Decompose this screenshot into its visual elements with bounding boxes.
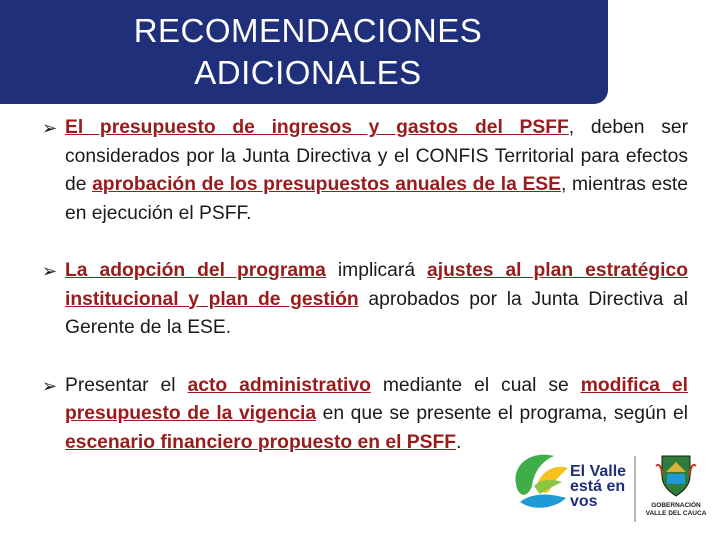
bullet-text-segment: , deben ser considerados por la Junta Directiva y el CONFIS Territorial para efectos de: [65, 117, 688, 195]
emphasized-text: modifica el presupuesto de la vigencia: [65, 374, 688, 424]
arrow-bullet-icon: ➢: [42, 118, 58, 138]
emphasized-text: La adopción del programa: [65, 260, 326, 281]
bullet-text-segment: implicará: [325, 260, 428, 281]
bullet-text: [65, 375, 688, 453]
campaign-line-3: vos: [570, 493, 598, 510]
bullet-text-segment: , mientras este en ejecución el PSFF.: [65, 174, 688, 224]
arrow-bullet-icon: ➢: [42, 261, 58, 281]
bullet-text: [65, 117, 688, 224]
arrow-bullet-icon: ➢: [42, 375, 58, 396]
title-line-2: ADICIONALES: [194, 54, 422, 91]
campaign-logo-icon: [510, 446, 572, 516]
slide-title: [0, 10, 616, 94]
footer-logos: [510, 442, 715, 532]
coat-of-arms-icon: [654, 452, 698, 498]
bullet-text-segment: Presentar el: [65, 374, 188, 396]
gov-line-1: GOBERNACIÓN: [651, 502, 701, 509]
emphasized-text: ajustes al plan estratégico institucional y plan de gestión: [65, 260, 688, 310]
bullet-text-segment: mediante el cual se: [370, 374, 581, 396]
emphasized-text: escenario financiero propuesto en el PSFF: [65, 431, 457, 453]
bullet-text-segment: aprobados por la Junta Directiva al Gerente de la ESE.: [65, 288, 688, 338]
campaign-line-2: está en: [570, 478, 626, 495]
emphasized-text: acto administrativo: [187, 374, 371, 396]
campaign-logo-text: [570, 464, 626, 509]
title-line-1: RECOMENDACIONES: [133, 12, 483, 49]
gov-line-2: VALLE DEL CAUCA: [645, 510, 707, 517]
campaign-line-1: El Valle: [570, 463, 627, 480]
bullet-item: [42, 257, 688, 343]
bullet-item: [42, 114, 688, 228]
bullet-text-segment: .: [456, 431, 462, 453]
emphasized-text: aprobación de los presupuestos anuales de la ESE: [92, 174, 562, 195]
emphasized-text: El presupuesto de ingresos y gastos del PSFF: [65, 117, 569, 138]
government-label: [636, 502, 716, 518]
bullet-text-segment: en que se presente el programa, según el: [316, 403, 688, 424]
bullet-text: [65, 260, 688, 338]
bullet-list: [42, 114, 688, 486]
